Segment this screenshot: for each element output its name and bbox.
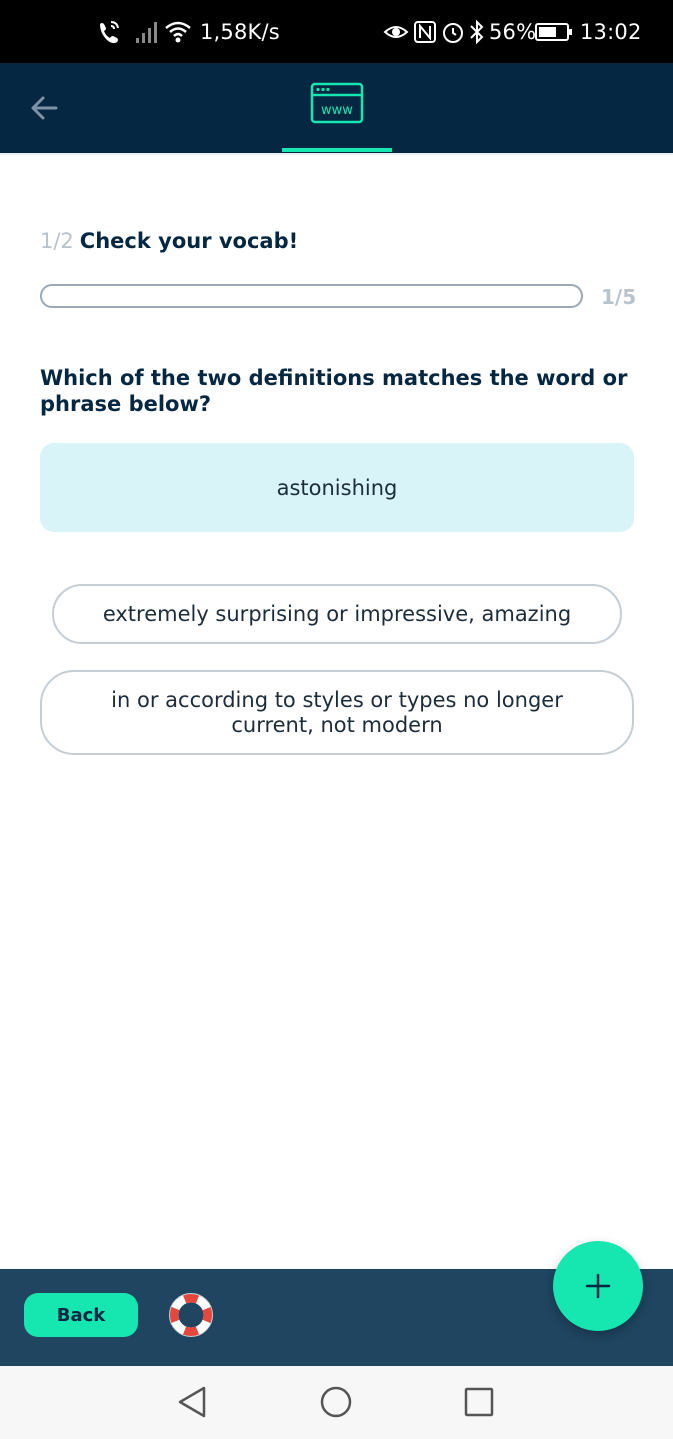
network-speed: 1,58K/s [200, 20, 280, 44]
www-icon[interactable] [310, 82, 364, 124]
plus-icon [584, 1272, 612, 1300]
word-card [40, 443, 634, 532]
nav-recents-icon[interactable] [461, 1384, 497, 1420]
answer-option-1-text: extremely surprising or impressive, amazing [102, 601, 572, 626]
back-arrow-icon[interactable] [28, 91, 62, 125]
lifebuoy-help-icon[interactable] [168, 1292, 214, 1338]
clock: 13:02 [580, 20, 642, 44]
step-title-text: Check your vocab! [79, 229, 299, 253]
wifi-calling-icon [96, 18, 122, 46]
eye-icon [383, 18, 409, 46]
word-text: astonishing [276, 475, 398, 500]
alarm-icon [441, 18, 465, 46]
bluetooth-icon [468, 18, 486, 46]
active-tab-indicator [282, 148, 392, 152]
wifi-icon [164, 18, 192, 46]
top-nav [0, 63, 673, 153]
nav-shadow [0, 153, 673, 157]
status-bar [0, 0, 673, 63]
add-fab-button[interactable] [553, 1241, 643, 1331]
answer-option-2-text: in or according to styles or types no longer current, not modern [111, 687, 563, 737]
nav-back-icon[interactable] [174, 1384, 210, 1420]
battery-icon [535, 18, 575, 46]
answer-option-1[interactable] [52, 584, 622, 644]
nav-home-icon[interactable] [318, 1384, 354, 1420]
step-count: 1/2 [40, 229, 74, 253]
back-button[interactable]: Back [24, 1293, 138, 1337]
step-title [40, 229, 298, 253]
system-nav-bar [0, 1366, 673, 1439]
signal-icon [134, 18, 160, 46]
progress-bar [40, 284, 583, 308]
question-text: Which of the two definitions matches the word or phrase below? [40, 366, 628, 416]
progress-count: 1/5 [601, 285, 637, 309]
battery-percent: 56% [489, 20, 537, 44]
answer-option-2[interactable] [40, 670, 634, 755]
www-icon-text: www [321, 103, 353, 118]
nfc-icon [413, 18, 437, 46]
